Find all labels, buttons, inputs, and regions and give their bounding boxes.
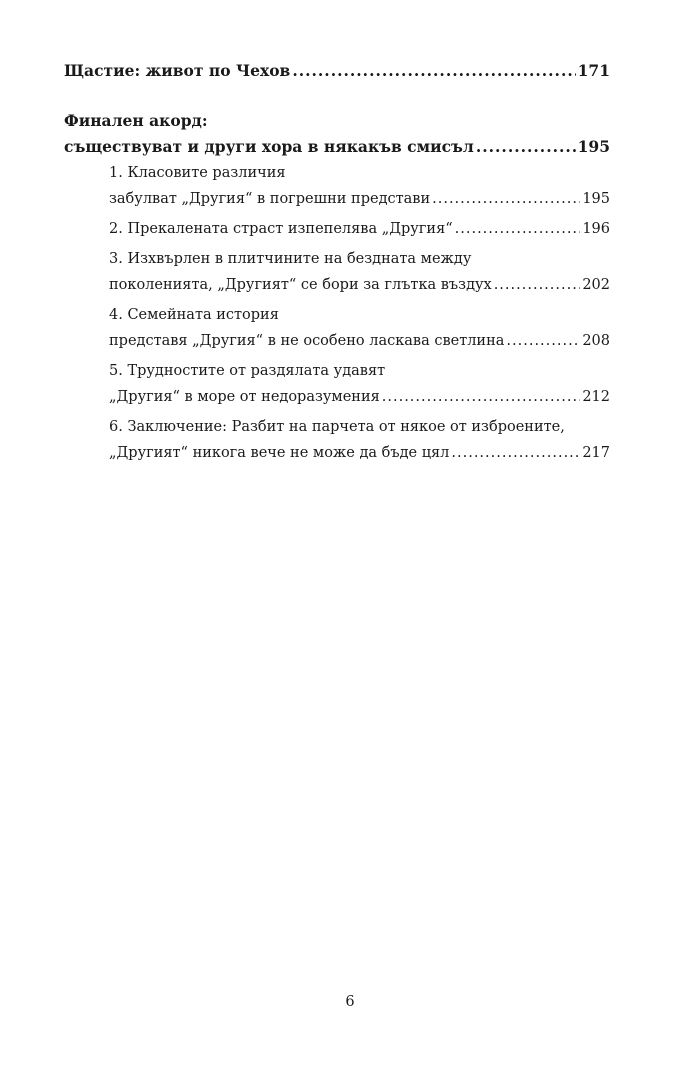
page-number: 6 xyxy=(345,994,355,1010)
toc-section-line2: забулват „Другия“ в погрешни представи xyxy=(109,191,431,207)
toc-section-line2-row xyxy=(109,272,610,298)
toc-page-number: 195 xyxy=(582,191,610,207)
toc-section-line2: „Другият“ никога вече не може да бъде цял xyxy=(109,445,450,461)
toc-section-line2-row xyxy=(109,328,610,354)
toc-section-line1: 3. Изхвърлен в плитчините на бездната между xyxy=(109,251,472,267)
toc-section-line2-row xyxy=(109,440,610,466)
toc-section-line1: 5. Трудностите от раздялата удавят xyxy=(109,363,386,379)
toc-section-line2: представя „Другия“ в не особено ласкава светлина xyxy=(109,333,505,349)
toc-page-number: 196 xyxy=(582,221,610,237)
toc-page-number: 212 xyxy=(582,389,610,405)
toc-chapter-title-line1: Финален акорд: xyxy=(64,111,208,130)
toc-section-line2: поколенията, „Другият“ се бори за глътка въздух xyxy=(109,277,492,293)
toc-chapter-happiness[interactable] xyxy=(64,58,610,84)
toc-section-line2-row xyxy=(109,186,610,212)
toc-section-line1: 1. Класовите различия xyxy=(109,165,286,181)
toc-chapter-final-chord[interactable] xyxy=(64,108,610,160)
toc-leader-dots xyxy=(451,440,580,466)
toc-chapter-title-line2-row xyxy=(64,134,610,160)
toc-section-line2: „Другия“ в море от недоразумения xyxy=(109,389,380,405)
toc-chapter-title: Щастие: живот по Чехов xyxy=(64,61,291,80)
toc-leader-dots xyxy=(382,384,581,410)
toc-leader-dots xyxy=(476,134,576,160)
toc-section-2[interactable] xyxy=(64,216,610,242)
toc-page-number: 217 xyxy=(582,445,610,461)
toc-section-line1: 6. Заключение: Разбит на парчета от някое от изброените, xyxy=(109,419,565,435)
toc-leader-dots xyxy=(292,58,575,84)
toc-section-line1-row xyxy=(109,216,610,242)
table-of-contents xyxy=(64,58,610,470)
toc-section-line1: 4. Семейната история xyxy=(109,307,279,323)
toc-section-5[interactable] xyxy=(64,358,610,410)
toc-leader-dots xyxy=(494,272,581,298)
toc-leader-dots xyxy=(455,216,581,242)
toc-section-6[interactable] xyxy=(64,414,610,466)
toc-section-1[interactable] xyxy=(64,160,610,212)
toc-section-line2-row xyxy=(109,384,610,410)
toc-leader-dots xyxy=(432,186,580,212)
toc-section-4[interactable] xyxy=(64,302,610,354)
toc-page-number: 202 xyxy=(582,277,610,293)
toc-page-number: 171 xyxy=(577,61,610,80)
toc-section-line1: 2. Прекалената страст изпепелява „Другия“ xyxy=(109,221,453,237)
toc-leader-dots xyxy=(506,328,580,354)
toc-chapter-title-line2: съществуват и други хора в някакъв смисъл xyxy=(64,137,474,156)
toc-page-number: 208 xyxy=(582,333,610,349)
toc-section-3[interactable] xyxy=(64,246,610,298)
toc-page-number: 195 xyxy=(577,137,610,156)
